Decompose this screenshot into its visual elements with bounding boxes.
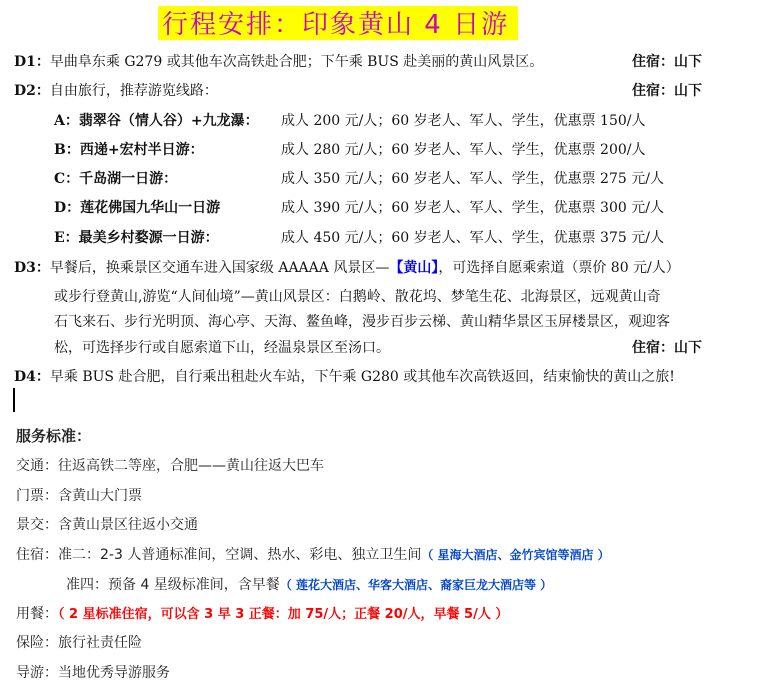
day3-label: D3： [14,260,50,276]
day1-stay: 住宿：山下 [632,54,702,70]
day3-line3: 石飞来石、步行光明顶、海心亭、天海、鳌鱼峰，漫步百步云梯、黄山精华景区玉屏楼景区，观迎客 [54,314,670,330]
day1-label: D1： [14,54,50,70]
route-e-name: E：最美乡村婺源一日游： [54,230,219,246]
day3-text-post: ，可选择自愿乘索道（票价 80 元/人） [438,260,680,276]
route-c-name: C：千岛湖一日游： [54,171,178,187]
route-b-name: B：西递+宏村半日游： [54,142,204,158]
day4-row [14,367,675,387]
text-cursor [13,388,15,412]
day1-row [14,52,543,72]
route-d-price: 成人 390 元/人；60 岁老人、军人、学生，优惠票 300 元/人 [281,200,664,216]
route-b-price: 成人 280 元/人；60 岁老人、军人、学生，优惠票 200/人 [281,142,646,158]
day3-line1 [14,258,680,278]
route-c-price: 成人 350 元/人；60 岁老人、军人、学生，优惠票 275 元/人 [281,171,664,187]
stay4-hotels: （ 莲花大酒店、华客大酒店、裔家巨龙大酒店等 ） [279,578,553,592]
service-stay2: 准二：2-3 人普通标准间，空调、热水、彩电、独立卫生间 [58,547,422,563]
service-guide: 导游：当地优秀导游服务 [16,665,170,681]
day1-text: 早曲阜东乘 G279 或其他车次高铁赴合肥；下午乘 BUS 赴美丽的黄山风景区。 [49,54,544,70]
day3-line2: 或步行登黄山,游览“人间仙境”—黄山风景区：白鹅岭、散花坞、梦笔生花、北海景区，远观黄山奇 [54,289,661,305]
service-insurance: 保险：旅行社责任险 [16,635,142,651]
day3-stay: 住宿：山下 [632,340,702,356]
day4-text: 早乘 BUS 赴合肥，自行乘出租赴火车站，下午乘 G280 或其他车次高铁返回，结束愉快的黄山之旅! [49,369,675,385]
day4-label: D4： [14,369,50,385]
service-shuttle: 景交：含黄山景区往返小交通 [16,517,198,533]
route-a-price: 成人 200 元/人；60 岁老人、军人、学生，优惠票 150/人 [281,113,646,129]
page-title: 行程安排：印象黄山 4 日游 [162,10,510,40]
stay2-hotels: （ 星海大酒店、金竹宾馆等酒店 ） [421,548,610,562]
day2-stay: 住宿：山下 [632,83,702,99]
day3-line4: 松，可选择步行或自愿索道下山，经温泉景区至汤口。 [54,340,390,356]
route-e-price: 成人 450 元/人；60 岁老人、军人、学生，优惠票 375 元/人 [281,230,664,246]
day2-row [14,81,218,101]
huangshan-highlight: 【黄山】 [389,260,439,276]
service-meal-label: 用餐： [16,606,58,622]
day2-text: 自由旅行，推荐游览线路： [49,83,218,99]
route-a-name: A：翡翠谷（情人谷）+九龙瀑： [54,113,259,129]
meal-note: （ 2 星标准住宿，可以含 3 早 3 正餐：加 75/人；正餐 20/人，早餐 5/人 ） [58,607,509,622]
service-heading: 服务标准： [16,427,92,445]
service-stay4-row [66,574,552,594]
service-meal-row [16,603,508,623]
service-stay-label: 住宿： [16,547,58,563]
service-stay-row [16,544,610,564]
route-d-name: D：莲花佛国九华山一日游 [54,200,221,216]
service-traffic: 交通：往返高铁二等座，合肥——黄山往返大巴车 [16,458,324,474]
service-stay4: 准四：预备 4 星级标准间，含早餐 [66,577,280,593]
service-ticket: 门票：含黄山大门票 [16,488,142,504]
day2-label: D2： [14,83,50,99]
day3-text-pre: 早餐后，换乘景区交通车进入国家级 AAAAA 风景区— [49,260,390,276]
